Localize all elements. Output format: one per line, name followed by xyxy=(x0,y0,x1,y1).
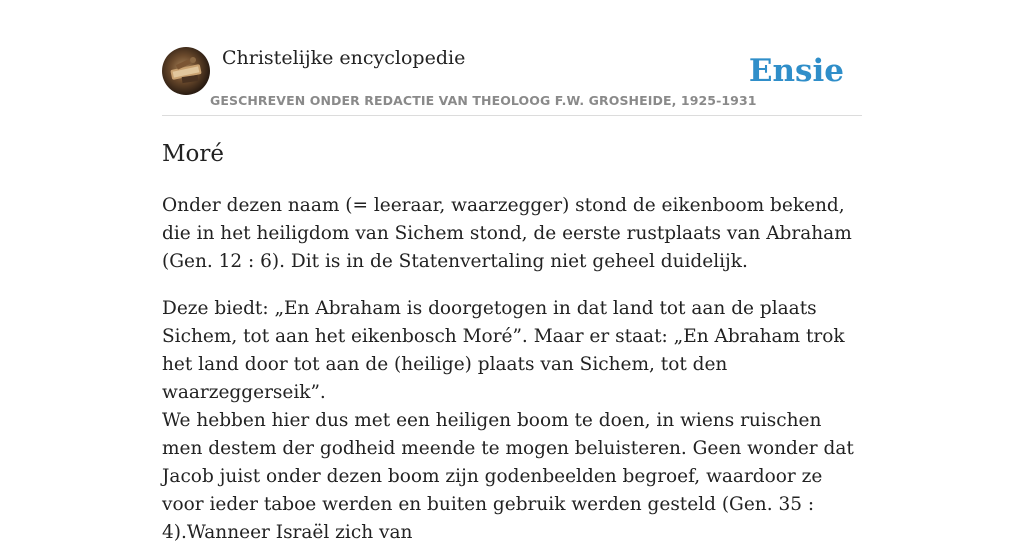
avatar[interactable] xyxy=(162,47,210,95)
site-title[interactable]: Christelijke encyclopedie xyxy=(222,47,466,69)
article-title: Moré xyxy=(162,141,225,167)
site-header xyxy=(162,46,862,116)
article-paragraph: We hebben hier dus met een heiligen boom te doen, in wiens ruischen men destem der godheid meende te mogen beluisteren. Geen wonder dat Jacob juist onder dezen boom zijn godenbeelden begroef, waardoor ze voor ieder taboe werden en buiten gebruik werden gesteld (Gen. 35 : 4).Wanneer Israël zich van xyxy=(162,410,854,543)
article-paragraph: Deze biedt: „En Abraham is doorgetogen in dat land tot aan de plaats Sichem, tot aan het eikenbosch Moré”. Maar er staat: „En Abraham trok het land door tot aan de (heilige) plaats van Sichem, tot den waarzeggerseik”. xyxy=(162,298,845,403)
site-subtitle: GESCHREVEN ONDER REDACTIE VAN THEOLOOG F.W. GROSHEIDE, 1925-1931 xyxy=(210,93,757,108)
book-photo-icon xyxy=(162,47,210,95)
article-paragraph: Onder dezen naam (= leeraar, waarzegger) stond de eikenboom bekend, die in het heiligdom van Sichem stond, de eerste rustplaats van Abraham (Gen. 12 : 6). Dit is in de Statenvertaling niet geheel duidelijk. xyxy=(162,195,852,272)
brand-logo[interactable]: Ensie xyxy=(748,53,844,89)
